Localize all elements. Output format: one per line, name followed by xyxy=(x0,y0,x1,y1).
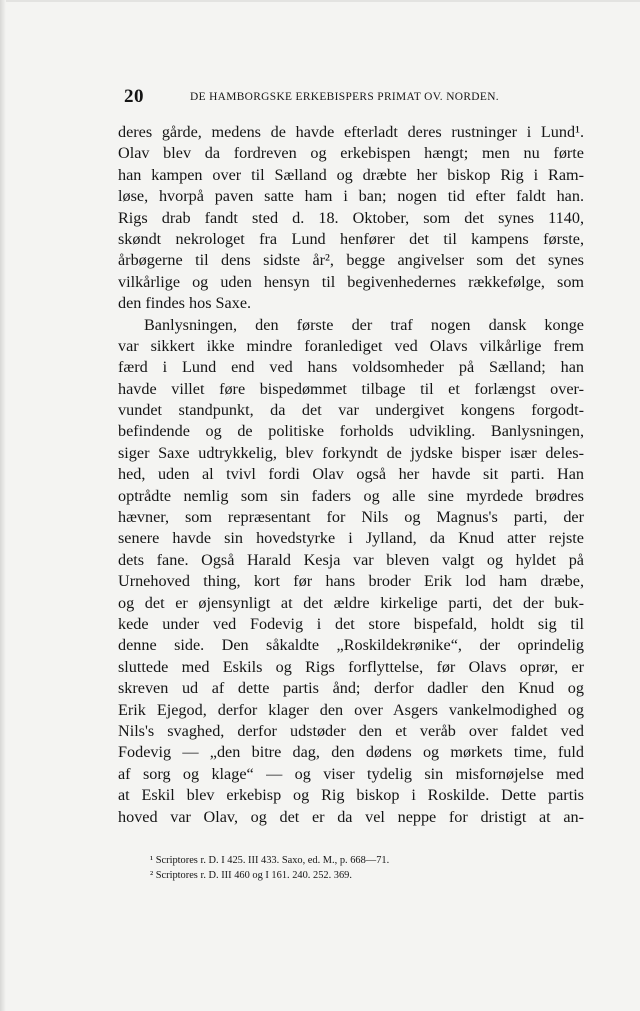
footnotes xyxy=(150,853,550,883)
text-line: dets fane. Også Harald Kesja var bleven valgt og hyldet på xyxy=(118,550,584,569)
body-text xyxy=(118,122,584,828)
footnote: ¹ Scriptores r. D. I 425. III 433. Saxo, ed. M., p. 668—71. xyxy=(150,855,390,866)
footnote: ² Scriptores r. D. III 460 og I 161. 240. 252. 369. xyxy=(150,870,352,881)
running-head: DE HAMBORGSKE ERKEBISPERS PRIMAT OV. NORDEN. xyxy=(190,91,499,103)
text-line: løse, hvorpå paven satte ham i ban; nogen tid efter faldt han. xyxy=(118,187,584,206)
text-line: færd i Lund end ved hans voldsomheder på Sælland; han xyxy=(118,358,584,377)
text-line: den findes hos Saxe. xyxy=(118,294,252,313)
paragraph-start-line: Banlysningen, den første der traf nogen dansk konge xyxy=(144,315,584,334)
page-number: 20 xyxy=(124,86,144,107)
text-line: hed, uden al tvivl fordi Olav også her havde sit parti. Han xyxy=(118,465,584,484)
text-line: og det er øjensynligt at det ældre kirkelige parti, det der buk- xyxy=(118,593,584,612)
page-top-edge xyxy=(0,0,640,2)
text-line: befindende og de politiske forholds udvikling. Banlysningen, xyxy=(118,422,584,441)
text-line: vilkårlige og uden hensyn til begivenhedernes rækkefølge, som xyxy=(118,272,584,291)
text-line: sluttede med Eskils og Rigs forflyttelse, før Olavs oprør, er xyxy=(118,657,584,676)
text-line: Olav blev da fordreven og erkebispen hængt; men nu førte xyxy=(118,144,584,163)
text-line: skøndt nekrologet fra Lund henfører det til kampens første, xyxy=(118,229,584,248)
text-line: siger Saxe udtrykkelig, blev forkyndt de jydske bisper især deles- xyxy=(118,443,584,462)
text-line: Nils's svaghed, derfor udstøder den et veråb over faldet ved xyxy=(118,721,584,740)
text-line: at Eskil blev erkebisp og Rig biskop i Roskilde. Dette partis xyxy=(118,786,584,805)
text-line: senere havde sin hovedstyrke i Jylland, da Knud atter rejste xyxy=(118,529,584,548)
text-line: optrådte nemlig som sin faders og alle sine myrdede brødres xyxy=(118,486,584,505)
text-line: kede under ved Fodevig i det store bispefald, holdt sig til xyxy=(118,614,584,633)
page-binding-shadow xyxy=(0,0,6,1011)
text-line: af sorg og klage“ — og viser tydelig sin misfornøjelse med xyxy=(118,764,584,783)
text-line: Rigs drab fandt sted d. 18. Oktober, som det synes 1140, xyxy=(118,208,584,227)
text-line: var sikkert ikke mindre foranlediget ved Olavs vilkårlige frem xyxy=(118,336,584,355)
text-line: havde villet føre bispedømmet tilbage til et forlængst over- xyxy=(118,379,584,398)
text-line: Erik Ejegod, derfor klager den over Asgers vankelmodighed og xyxy=(118,700,584,719)
text-line: han kampen over til Sælland og dræbte her biskop Rig i Ram- xyxy=(118,165,584,184)
text-line: Urnehoved thing, kort før hans broder Erik lod ham dræbe, xyxy=(118,572,584,591)
text-line: årbøgerne til dens sidste år², begge angivelser som det synes xyxy=(118,251,584,270)
text-line: deres gårde, medens de havde efterladt deres rustninger i Lund¹. xyxy=(118,123,584,141)
text-line: hoved var Olav, og det er da vel neppe for dristigt at an- xyxy=(118,807,584,826)
text-line: skreven ud af dette partis ånd; derfor dadler den Knud og xyxy=(118,679,584,698)
page-header xyxy=(124,86,544,110)
text-line: hævner, som repræsentant for Nils og Magnus's parti, der xyxy=(118,508,584,527)
text-line: denne side. Den såkaldte „Roskildekrønike“, der oprindelig xyxy=(118,636,584,655)
text-line: Fodevig — „den bitre dag, den dødens og mørkets time, fuld xyxy=(118,743,584,762)
text-line: vundet standpunkt, da det var undergivet kongens forgodt- xyxy=(118,401,584,420)
